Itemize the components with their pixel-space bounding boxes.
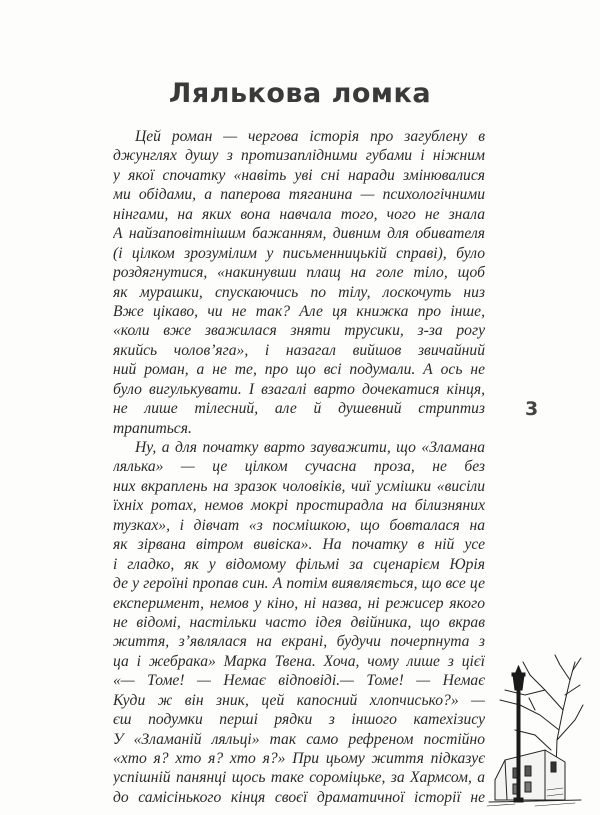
- text-line: «коли вже зважилася зняти трусики, з-за рогу: [113, 322, 485, 340]
- text-line: до самісінького кінця своєї драматичної історії не: [113, 788, 485, 806]
- text-line: ми обідами, а паперова тяганина — психологічними: [113, 186, 485, 204]
- text-line: як зірвана вітром вивіска». На початку в ній усе: [113, 536, 485, 554]
- text-line: не відомі, настільки часто ідея двійника, що вкрав: [113, 613, 485, 631]
- text-line: нінгами, на яких вона навчала того, чого не знала: [113, 205, 485, 223]
- text-line: Цей роман — чергова історія про загублену в: [135, 128, 485, 145]
- text-line: у якої спочатку «навіть уві сні наради змінювалися: [113, 166, 485, 184]
- text-line: «— Томе! — Немає відповіді.— Томе! — Немає: [113, 672, 485, 690]
- text-line: експеримент, немов у кіно, ні назва, ні режисер якого: [113, 594, 485, 612]
- text-line: Вже цікаво, чи не так? Але ця книжка про інше,: [113, 302, 485, 320]
- street-lamp-illustration-icon: [485, 650, 585, 810]
- text-line: «хто я? хто я? хто я?» При цьому життя підказує: [113, 750, 485, 767]
- text-line: їхніх ротах, немов мокрі простирадла на білизняних: [113, 497, 485, 515]
- paragraph: [113, 127, 485, 438]
- text-line: якийсь чолов’яга», і назагал вийшов звичайний: [113, 341, 485, 359]
- page-number: 3: [525, 398, 539, 420]
- chapter-title: Лялькова ломка: [168, 78, 432, 109]
- text-line: не лише тілесний, але й душевний стриптиз: [113, 400, 485, 418]
- text-line: (і цілком зрозумілим у письменницькій справі), було: [113, 244, 485, 262]
- text-line: А найзаповітнішим бажанням, дивним для обивателя: [113, 225, 485, 243]
- paragraph: [113, 438, 485, 807]
- body-text: [113, 127, 485, 807]
- text-line: життя, з’являлася на екрані, будучи почерпнута з: [113, 633, 485, 651]
- text-line: Куди ж він зник, цей капосний хлопчисько?» —: [113, 691, 485, 709]
- text-line: лялька» — це цілком сучасна проза, не без: [113, 458, 485, 476]
- text-line: ца і жебрака» Марка Твена. Хоча, чому лише з цієї: [113, 652, 485, 670]
- text-line: ний роман, а не те, про що всі подумали. А ось не: [113, 361, 485, 379]
- text-line: тузках», і дівчат «з посмішкою, що бовталася на: [113, 516, 485, 534]
- text-line: джунглях душу з протизаплідними губами і ніжним: [113, 147, 485, 165]
- text-line: як мурашки, спускаючись по тілу, лоскочуть низ: [113, 283, 485, 301]
- text-line: і гладко, як у відомому фільмі за сценарієм Юрія: [113, 555, 485, 573]
- text-line: роздягнутися, «накинувши плащ на голе тіло, щоб: [113, 264, 485, 282]
- text-line: було вигулькувати. І взагалі варто дочекатися кінця,: [113, 380, 485, 398]
- text-line: трапиться.: [113, 419, 192, 437]
- text-line: єш подумки перші рядки з іншого катехізису: [113, 711, 485, 729]
- text-line: Ну, а для початку варто зауважити, що «Зламана: [135, 439, 485, 456]
- text-line: У «Зламаній ляльці» так само рефреном постійно: [113, 730, 485, 748]
- text-line: де у героїні пропав син. А потім виявляється, що все це: [113, 575, 485, 593]
- text-line: успішній панянці щось таке сороміцьке, за Хармсом, а: [113, 769, 485, 787]
- text-line: них вкраплень на зразок чоловіків, чиї усмішки «висіли: [113, 477, 485, 495]
